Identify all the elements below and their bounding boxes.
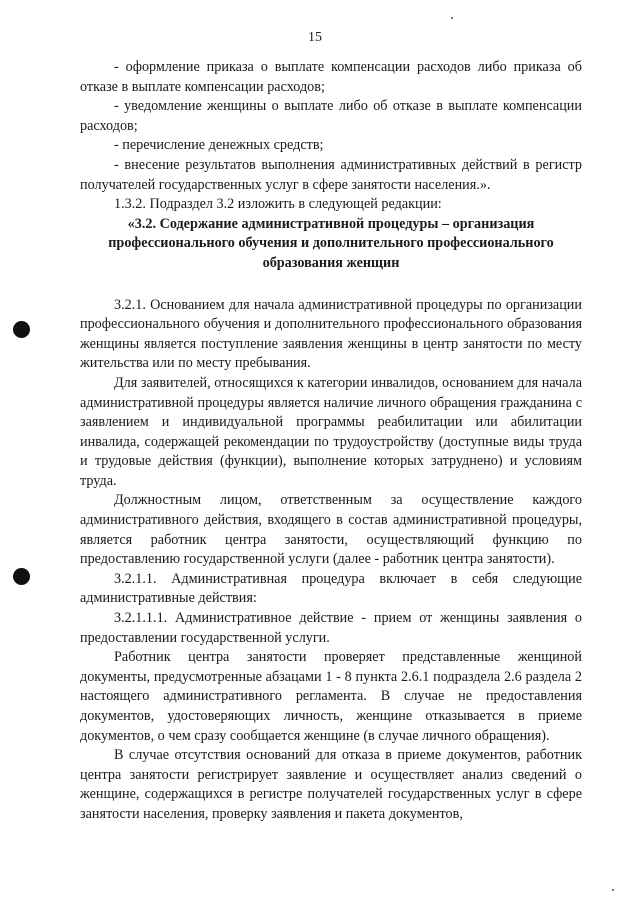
paragraph-7: Для заявителей, относящихся к категории инвалидов, основанием для начала административной процедуры является наличие личного обращения гражданина с заявлением и индивидуальной программы реабилитации или абилитации инвалида, содержащей рекомендации по трудоустройству (доступные виды труда и трудовые действия (функции), выполнение которых затруднено) и условиям труда. bbox=[80, 374, 582, 489]
punch-hole-mark bbox=[13, 321, 30, 338]
spacer bbox=[80, 274, 582, 296]
paragraph-3: - перечисление денежных средств; bbox=[114, 137, 324, 154]
page-number: 15 bbox=[308, 30, 322, 45]
section-heading: «3.2. Содержание административной процедуры – организация профессионального обучения и дополнительного профессионального образования женщин bbox=[108, 215, 554, 271]
paragraph-6: 3.2.1. Основанием для начала административной процедуры по организации профессионального обучения и дополнительного профессионального образования женщины является поступление заявления женщины в центр занятости по месту жительства или по месту пребывания. bbox=[80, 296, 582, 372]
document-body bbox=[80, 58, 582, 825]
paragraph-9: 3.2.1.1. Административная процедура включает в себя следующие административные действия: bbox=[80, 570, 582, 607]
paragraph-4: - внесение результатов выполнения административных действий в регистр получателей государственных услуг в сфере занятости населения.». bbox=[80, 156, 582, 193]
paragraph-5: 1.3.2. Подраздел 3.2 изложить в следующей редакции: bbox=[114, 196, 442, 213]
paragraph-11: Работник центра занятости проверяет представленные женщиной документы, предусмотренные абзацами 1 - 8 пункта 2.6.1 подраздела 2.6 раздела 2 настоящего административного регламента. В случае не предоставления документов, удостоверяющих личность, женщине отказывается в приеме документов, о чем сразу сообщается женщине (в случае личного обращения). bbox=[80, 649, 582, 744]
scan-speck bbox=[451, 17, 453, 19]
paragraph-1: - оформление приказа о выплате компенсации расходов либо приказа об отказе в выплате компенсации расходов; bbox=[80, 59, 582, 95]
paragraph-12: В случае отсутствия оснований для отказа в приеме документов, работник центра занятости регистрирует заявление и осуществляет анализ сведений о женщине, содержащихся в регистре получателей государственных услуг в сфере занятости населения, проверку заявления и пакета документов, bbox=[80, 747, 582, 822]
paragraph-2: - уведомление женщины о выплате либо об отказе в выплате компенсации расходов; bbox=[80, 98, 582, 134]
paragraph-8: Должностным лицом, ответственным за осуществление каждого административного действия, входящего в состав административной процедуры, является работник центра занятости, осуществляющий функцию по предоставлению государственной услуги (далее - работник центра занятости). bbox=[80, 492, 582, 568]
paragraph-10: 3.2.1.1.1. Административное действие - прием от женщины заявления о предоставлении государственной услуги. bbox=[80, 610, 582, 646]
scan-speck bbox=[612, 889, 614, 891]
punch-hole-mark bbox=[13, 568, 30, 585]
